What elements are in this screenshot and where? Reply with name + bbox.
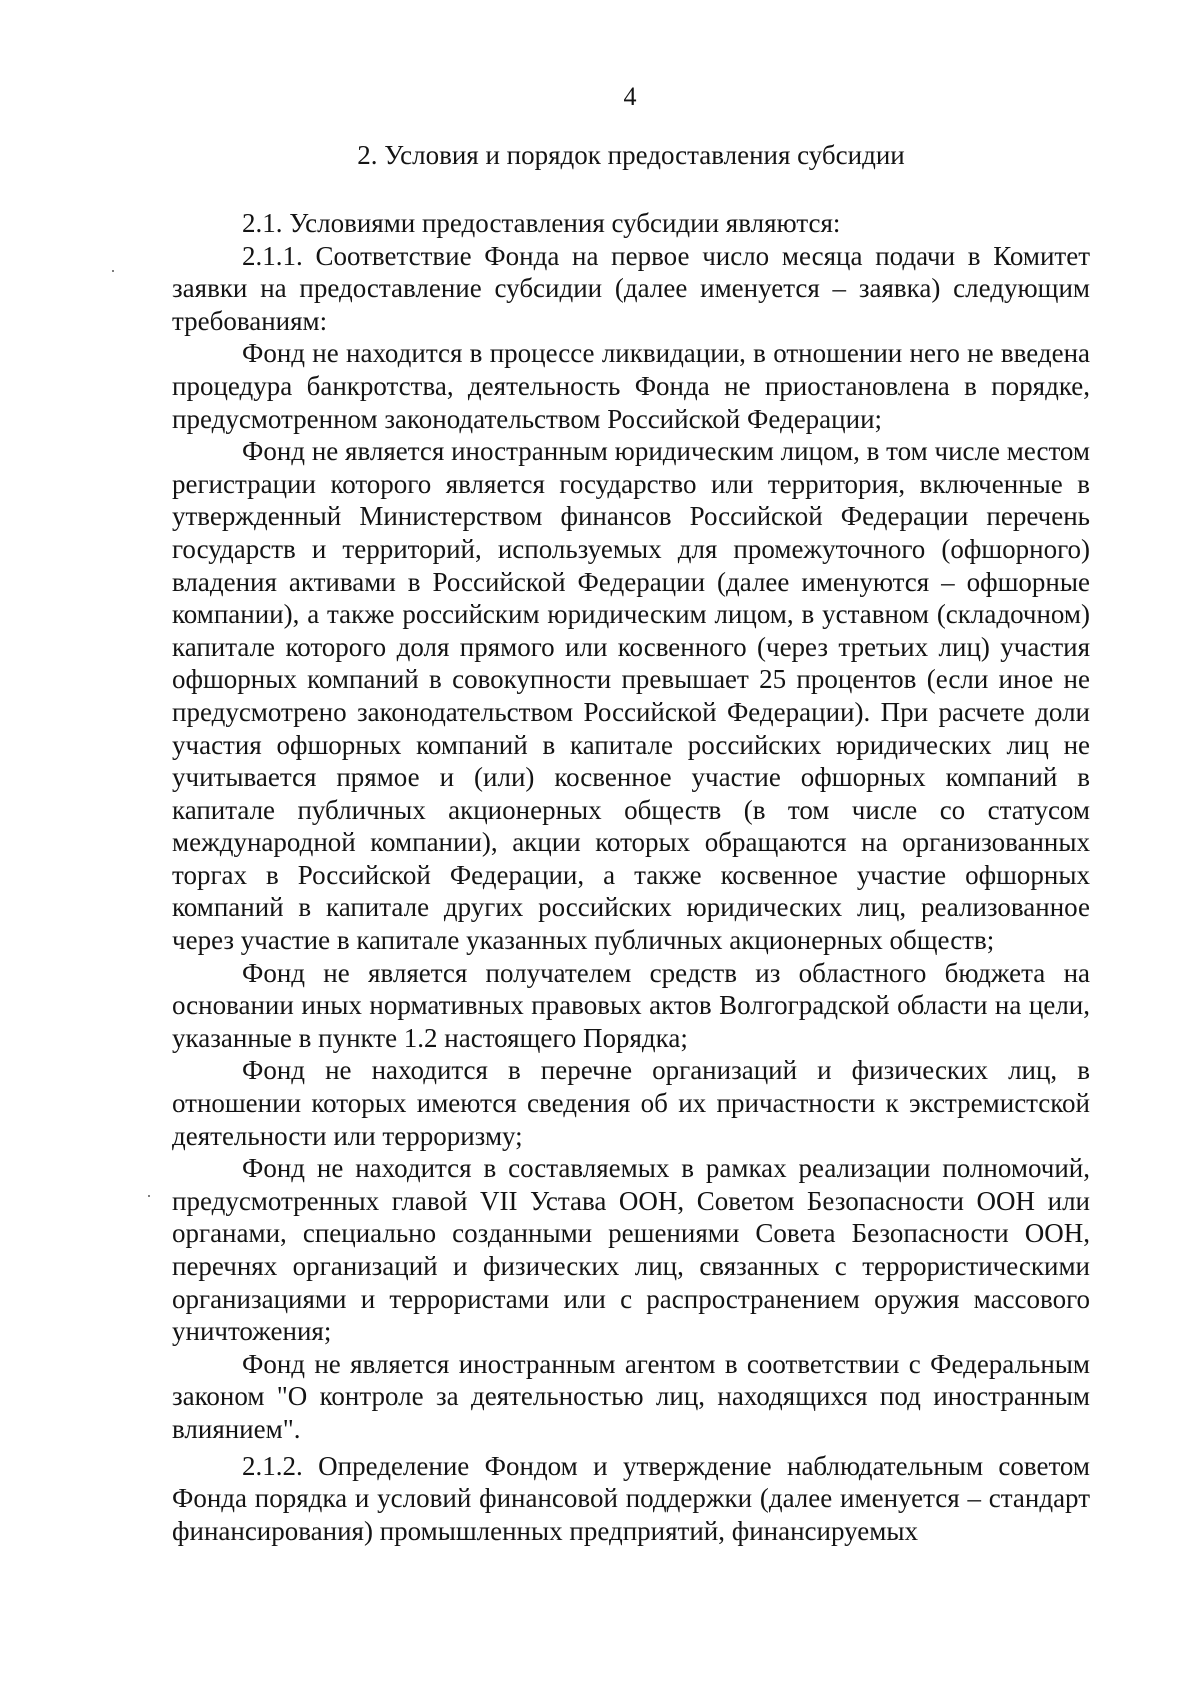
paragraph-2-1-1: 2.1.1. Соответствие Фонда на первое число месяца подачи в Комитет заявки на предоставление субсидии (далее именуется – заявка) следующим требованиям:: [172, 240, 1090, 336]
paragraph-2-1-2: 2.1.2. Определение Фондом и утверждение наблюдательным советом Фонда порядка и условий финансовой поддержки (далее именуется – стандарт финансирования) промышленных предприятий, финансируемых: [172, 1450, 1090, 1546]
page-number: 4: [623, 82, 637, 111]
document-body: [172, 207, 1090, 1547]
scan-speck: [112, 270, 114, 272]
paragraph-not-foreign-entity: Фонд не является иностранным юридическим лицом, в том числе местом регистрации которого является государство или территория, включенные в утвержденный Министерством финансов Российской Федерации перечень государств и территорий, используемых для промежуточного (офшорного) владения активами в Российской Федерации (далее именуются – офшорные компании), а также российским юридическим лицом, в уставном (складочном) капитале которого доля прямого или косвенного (через третьих лиц) участия офшорных компаний в совокупности превышает 25 процентов (если иное не предусмотрено законодательством Российской Федерации). При расчете доли участия офшорных компаний в капитале российских юридических лиц не учитывается прямое и (или) косвенное участие офшорных компаний в капитале публичных акционерных обществ (в том числе со статусом международной компании), акции которых обращаются на организованных торгах в Российской Федерации, а также косвенное участие офшорных компаний в капитале других российских юридических лиц, реализованное через участие в капитале указанных публичных акционерных обществ;: [172, 436, 1090, 956]
section-heading: 2. Условия и порядок предоставления субсидии: [357, 140, 905, 170]
paragraph-not-budget-recipient: Фонд не является получателем средств из областного бюджета на основании иных нормативных правовых актов Волгоградской области на цели, указанные в пункте 1.2 настоящего Порядка;: [172, 957, 1090, 1053]
scan-speck: [148, 1195, 150, 1197]
paragraph-2-1: 2.1. Условиями предоставления субсидии являются:: [242, 208, 841, 238]
paragraph-not-un-list: Фонд не находится в составляемых в рамках реализации полномочий, предусмотренных главой VII Устава ООН, Советом Безопасности ООН или органами, специально созданными решениями Совета Безопасности ООН, перечнях организаций и физических лиц, связанных с террористическими организациями и террористами или с распространением оружия массового уничтожения;: [172, 1153, 1090, 1347]
paragraph-no-liquidation: Фонд не находится в процессе ликвидации, в отношении него не введена процедура банкротства, деятельность Фонда не приостановлена в порядке, предусмотренном законодательством Российской Федерации;: [172, 338, 1090, 434]
paragraph-not-extremist-list: Фонд не находится в перечне организаций и физических лиц, в отношении которых имеются сведения об их причастности к экстремистской деятельности или терроризму;: [172, 1055, 1090, 1151]
paragraph-not-foreign-agent: Фонд не является иностранным агентом в соответствии с Федеральным законом "О контроле за деятельностью лиц, находящихся под иностранным влиянием".: [172, 1348, 1090, 1444]
